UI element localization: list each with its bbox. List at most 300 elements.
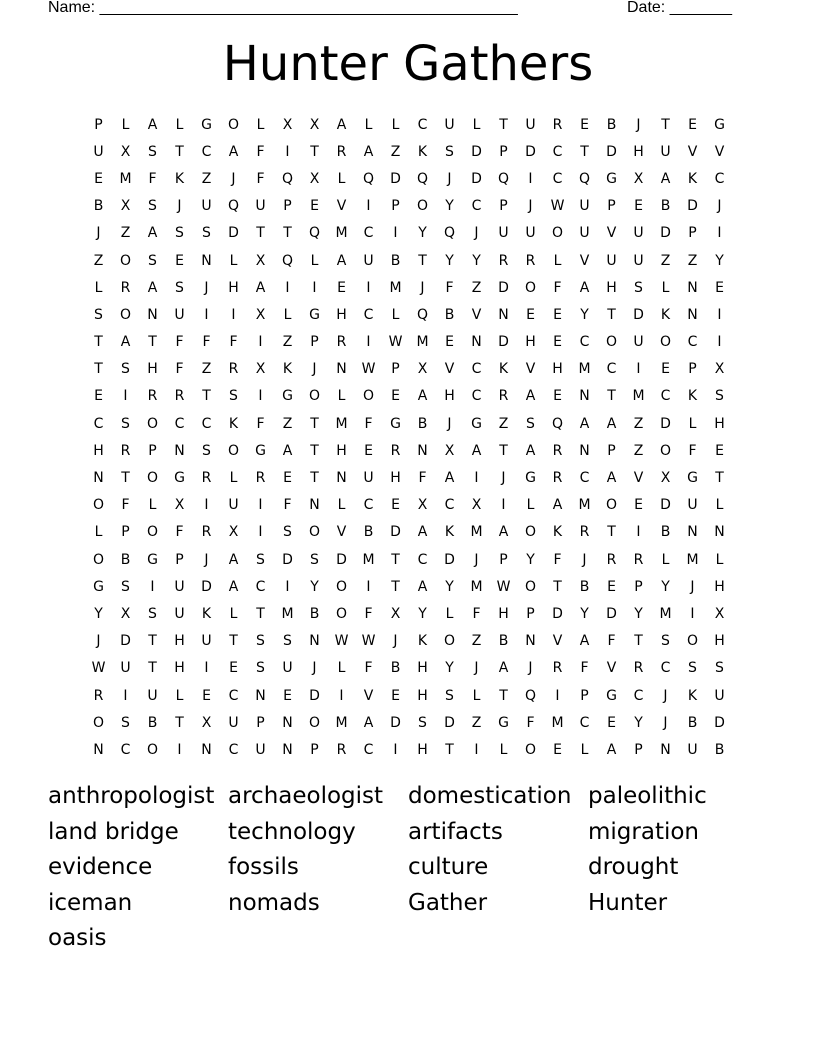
grid-cell[interactable]: L [391, 306, 400, 323]
grid-cell[interactable]: F [472, 605, 481, 622]
grid-cell[interactable]: M [686, 551, 699, 568]
grid-cell[interactable]: X [120, 605, 131, 622]
grid-cell[interactable]: N [498, 306, 509, 323]
grid-cell[interactable]: U [255, 741, 266, 758]
grid-cell[interactable]: G [93, 578, 104, 595]
grid-cell[interactable]: I [258, 388, 263, 405]
grid-cell[interactable]: V [525, 361, 536, 378]
grid-cell[interactable]: L [229, 252, 238, 269]
grid-cell[interactable]: X [714, 605, 725, 622]
grid-cell[interactable]: Z [390, 143, 401, 160]
grid-cell[interactable]: J [312, 361, 317, 378]
grid-cell[interactable]: R [390, 442, 401, 459]
grid-cell[interactable]: T [310, 143, 319, 160]
grid-cell[interactable]: S [121, 415, 130, 432]
grid-cell[interactable]: U [687, 741, 698, 758]
grid-cell[interactable]: I [285, 279, 290, 296]
grid-cell[interactable]: Y [418, 605, 427, 622]
grid-cell[interactable]: M [632, 388, 645, 405]
grid-cell[interactable]: P [580, 687, 589, 704]
grid-cell[interactable]: O [119, 252, 132, 269]
grid-cell[interactable]: E [634, 497, 643, 514]
grid-cell[interactable]: U [687, 497, 698, 514]
grid-cell[interactable]: P [499, 143, 508, 160]
grid-cell[interactable]: I [123, 388, 128, 405]
grid-cell[interactable]: Y [445, 198, 454, 215]
grid-cell[interactable]: G [201, 116, 212, 133]
grid-cell[interactable]: K [282, 361, 293, 378]
grid-cell[interactable]: X [228, 524, 239, 541]
grid-cell[interactable]: J [528, 198, 533, 215]
grid-cell[interactable]: R [579, 524, 590, 541]
grid-cell[interactable]: I [474, 741, 479, 758]
grid-cell[interactable]: E [391, 388, 400, 405]
grid-cell[interactable]: I [204, 660, 209, 677]
grid-cell[interactable]: U [201, 633, 212, 650]
grid-cell[interactable]: J [474, 660, 479, 677]
grid-cell[interactable]: S [256, 660, 265, 677]
grid-cell[interactable]: L [472, 116, 481, 133]
grid-cell[interactable]: C [93, 415, 104, 432]
grid-cell[interactable]: O [92, 714, 105, 731]
grid-cell[interactable]: C [174, 415, 185, 432]
grid-cell[interactable]: D [660, 497, 671, 514]
grid-cell[interactable]: L [337, 388, 346, 405]
grid-cell[interactable]: G [471, 415, 482, 432]
grid-cell[interactable]: S [715, 660, 724, 677]
grid-cell[interactable]: S [256, 633, 265, 650]
grid-cell[interactable]: S [715, 388, 724, 405]
grid-cell[interactable]: A [336, 252, 347, 269]
grid-cell[interactable]: S [202, 225, 211, 242]
grid-cell[interactable]: N [579, 442, 590, 459]
grid-cell[interactable]: C [687, 334, 698, 351]
grid-cell[interactable]: J [690, 578, 695, 595]
grid-cell[interactable]: A [417, 578, 428, 595]
grid-cell[interactable]: S [175, 279, 184, 296]
grid-cell[interactable]: I [393, 741, 398, 758]
grid-cell[interactable]: S [148, 605, 157, 622]
grid-cell[interactable]: C [201, 415, 212, 432]
grid-cell[interactable]: K [201, 605, 212, 622]
grid-cell[interactable]: A [336, 116, 347, 133]
grid-cell[interactable]: T [607, 524, 616, 541]
grid-cell[interactable]: L [283, 306, 292, 323]
grid-cell[interactable]: J [204, 551, 209, 568]
grid-cell[interactable]: Z [633, 415, 644, 432]
grid-cell[interactable]: U [174, 578, 185, 595]
grid-cell[interactable]: Y [94, 605, 103, 622]
grid-cell[interactable]: R [552, 116, 563, 133]
grid-cell[interactable]: Q [416, 306, 429, 323]
grid-cell[interactable]: G [147, 551, 158, 568]
grid-cell[interactable]: A [525, 388, 536, 405]
grid-cell[interactable]: W [361, 633, 376, 650]
grid-cell[interactable]: P [688, 225, 697, 242]
grid-cell[interactable]: D [336, 551, 347, 568]
grid-cell[interactable]: X [633, 170, 644, 187]
grid-cell[interactable]: J [501, 470, 506, 487]
grid-cell[interactable]: L [499, 741, 508, 758]
grid-cell[interactable]: Z [471, 714, 482, 731]
grid-cell[interactable]: S [175, 225, 184, 242]
grid-cell[interactable]: H [93, 442, 104, 459]
grid-cell[interactable]: D [606, 143, 617, 160]
grid-cell[interactable]: V [633, 470, 644, 487]
grid-cell[interactable]: V [606, 660, 617, 677]
grid-cell[interactable]: H [147, 361, 158, 378]
grid-cell[interactable]: T [499, 442, 508, 459]
grid-cell[interactable]: S [229, 388, 238, 405]
grid-cell[interactable]: H [633, 143, 644, 160]
grid-cell[interactable]: L [337, 497, 346, 514]
grid-cell[interactable]: J [312, 660, 317, 677]
grid-cell[interactable]: O [146, 415, 159, 432]
grid-cell[interactable]: L [715, 497, 724, 514]
grid-cell[interactable]: C [579, 334, 590, 351]
grid-cell[interactable]: P [607, 442, 616, 459]
grid-cell[interactable]: H [498, 605, 509, 622]
grid-cell[interactable]: D [471, 143, 482, 160]
grid-cell[interactable]: T [391, 578, 400, 595]
grid-cell[interactable]: S [121, 578, 130, 595]
grid-cell[interactable]: L [175, 687, 184, 704]
grid-cell[interactable]: F [256, 170, 265, 187]
grid-cell[interactable]: M [470, 524, 483, 541]
grid-cell[interactable]: H [174, 660, 185, 677]
grid-cell[interactable]: W [91, 660, 106, 677]
grid-cell[interactable]: L [472, 687, 481, 704]
grid-cell[interactable]: N [201, 252, 212, 269]
grid-cell[interactable]: I [258, 524, 263, 541]
grid-cell[interactable]: N [525, 633, 536, 650]
grid-cell[interactable]: G [174, 470, 185, 487]
grid-cell[interactable]: Y [418, 225, 427, 242]
grid-cell[interactable]: Z [201, 361, 212, 378]
grid-cell[interactable]: S [94, 306, 103, 323]
grid-cell[interactable]: Q [443, 225, 456, 242]
grid-cell[interactable]: H [417, 687, 428, 704]
grid-cell[interactable]: D [390, 714, 401, 731]
grid-cell[interactable]: R [174, 388, 185, 405]
grid-cell[interactable]: M [362, 551, 375, 568]
grid-cell[interactable]: T [310, 470, 319, 487]
name-field[interactable]: Name: _______________________________________________ [48, 0, 518, 16]
grid-cell[interactable]: L [715, 551, 724, 568]
grid-cell[interactable]: M [335, 714, 348, 731]
grid-cell[interactable]: Z [282, 334, 293, 351]
grid-cell[interactable]: Q [362, 170, 375, 187]
grid-cell[interactable]: A [417, 388, 428, 405]
grid-cell[interactable]: N [93, 470, 104, 487]
grid-cell[interactable]: E [553, 306, 562, 323]
grid-cell[interactable]: I [393, 225, 398, 242]
grid-cell[interactable]: T [418, 252, 427, 269]
grid-cell[interactable]: L [391, 116, 400, 133]
grid-cell[interactable]: C [552, 170, 563, 187]
grid-cell[interactable]: F [364, 660, 373, 677]
grid-cell[interactable]: D [390, 524, 401, 541]
grid-cell[interactable]: J [447, 170, 452, 187]
grid-cell[interactable]: D [525, 143, 536, 160]
grid-cell[interactable]: H [606, 279, 617, 296]
grid-cell[interactable]: Z [120, 225, 131, 242]
grid-cell[interactable]: R [552, 660, 563, 677]
grid-cell[interactable]: H [390, 470, 401, 487]
grid-cell[interactable]: L [310, 252, 319, 269]
grid-cell[interactable]: U [255, 198, 266, 215]
grid-cell[interactable]: U [147, 687, 158, 704]
grid-cell[interactable]: R [201, 524, 212, 541]
grid-cell[interactable]: Z [498, 415, 509, 432]
grid-cell[interactable]: S [445, 687, 454, 704]
grid-cell[interactable]: N [579, 388, 590, 405]
grid-cell[interactable]: E [715, 442, 724, 459]
grid-cell[interactable]: H [525, 334, 536, 351]
grid-cell[interactable]: W [334, 633, 349, 650]
grid-cell[interactable]: X [444, 442, 455, 459]
grid-cell[interactable]: N [714, 524, 725, 541]
grid-cell[interactable]: T [94, 361, 103, 378]
grid-cell[interactable]: A [606, 470, 617, 487]
grid-cell[interactable]: I [204, 306, 209, 323]
grid-cell[interactable]: V [363, 687, 374, 704]
grid-cell[interactable]: J [663, 687, 668, 704]
grid-cell[interactable]: P [175, 551, 184, 568]
grid-cell[interactable]: A [525, 442, 536, 459]
grid-cell[interactable]: R [525, 252, 536, 269]
grid-cell[interactable]: I [501, 497, 506, 514]
grid-cell[interactable]: I [636, 524, 641, 541]
grid-cell[interactable]: J [474, 225, 479, 242]
grid-cell[interactable]: X [255, 252, 266, 269]
grid-cell[interactable]: O [227, 116, 240, 133]
grid-cell[interactable]: D [606, 605, 617, 622]
grid-cell[interactable]: F [283, 497, 292, 514]
grid-cell[interactable]: C [633, 687, 644, 704]
grid-cell[interactable]: O [659, 334, 672, 351]
grid-cell[interactable]: W [388, 334, 403, 351]
grid-cell[interactable]: J [582, 551, 587, 568]
grid-cell[interactable]: F [148, 170, 157, 187]
grid-cell[interactable]: T [229, 633, 238, 650]
grid-cell[interactable]: T [499, 687, 508, 704]
grid-cell[interactable]: N [336, 470, 347, 487]
grid-cell[interactable]: C [255, 578, 266, 595]
grid-cell[interactable]: X [417, 497, 428, 514]
grid-cell[interactable]: A [255, 279, 266, 296]
grid-cell[interactable]: T [553, 578, 562, 595]
grid-cell[interactable]: I [285, 578, 290, 595]
grid-cell[interactable]: G [309, 306, 320, 323]
grid-cell[interactable]: L [580, 741, 589, 758]
grid-cell[interactable]: N [147, 306, 158, 323]
grid-cell[interactable]: D [660, 415, 671, 432]
grid-cell[interactable]: S [688, 660, 697, 677]
grid-cell[interactable]: U [579, 198, 590, 215]
grid-cell[interactable]: D [390, 170, 401, 187]
grid-cell[interactable]: A [363, 714, 374, 731]
grid-cell[interactable]: K [687, 388, 698, 405]
grid-cell[interactable]: E [391, 687, 400, 704]
grid-cell[interactable]: M [119, 170, 132, 187]
grid-cell[interactable]: Q [227, 198, 240, 215]
grid-cell[interactable]: U [633, 252, 644, 269]
grid-cell[interactable]: P [391, 361, 400, 378]
grid-cell[interactable]: U [444, 116, 455, 133]
grid-cell[interactable]: R [552, 442, 563, 459]
grid-cell[interactable]: F [175, 334, 184, 351]
grid-cell[interactable]: M [659, 605, 672, 622]
grid-cell[interactable]: M [578, 497, 591, 514]
grid-cell[interactable]: U [363, 252, 374, 269]
grid-cell[interactable]: F [229, 334, 238, 351]
grid-cell[interactable]: E [391, 497, 400, 514]
grid-cell[interactable]: M [551, 714, 564, 731]
grid-cell[interactable]: E [202, 687, 211, 704]
grid-cell[interactable]: W [550, 198, 565, 215]
grid-cell[interactable]: U [714, 687, 725, 704]
grid-cell[interactable]: U [498, 225, 509, 242]
grid-cell[interactable]: Z [633, 442, 644, 459]
grid-cell[interactable]: L [661, 279, 670, 296]
grid-cell[interactable]: O [551, 225, 564, 242]
grid-cell[interactable]: A [228, 551, 239, 568]
grid-cell[interactable]: I [717, 225, 722, 242]
grid-cell[interactable]: J [96, 633, 101, 650]
grid-cell[interactable]: N [309, 633, 320, 650]
grid-cell[interactable]: U [363, 470, 374, 487]
grid-cell[interactable]: K [228, 415, 239, 432]
grid-cell[interactable]: H [336, 442, 347, 459]
grid-cell[interactable]: O [308, 524, 321, 541]
grid-cell[interactable]: F [175, 524, 184, 541]
grid-cell[interactable]: X [309, 116, 320, 133]
grid-cell[interactable]: P [310, 334, 319, 351]
grid-cell[interactable]: C [471, 388, 482, 405]
grid-cell[interactable]: T [661, 116, 670, 133]
grid-cell[interactable]: Z [471, 279, 482, 296]
grid-cell[interactable]: A [282, 442, 293, 459]
grid-cell[interactable]: B [714, 741, 725, 758]
grid-cell[interactable]: G [606, 170, 617, 187]
grid-cell[interactable]: D [552, 605, 563, 622]
grid-cell[interactable]: M [335, 415, 348, 432]
grid-cell[interactable]: W [361, 361, 376, 378]
grid-cell[interactable]: G [282, 388, 293, 405]
grid-cell[interactable]: Y [634, 714, 643, 731]
grid-cell[interactable]: Y [661, 578, 670, 595]
grid-cell[interactable]: U [282, 660, 293, 677]
grid-cell[interactable]: O [146, 524, 159, 541]
grid-cell[interactable]: L [688, 415, 697, 432]
grid-cell[interactable]: O [416, 198, 429, 215]
grid-cell[interactable]: A [606, 741, 617, 758]
grid-cell[interactable]: N [174, 442, 185, 459]
grid-cell[interactable]: O [92, 551, 105, 568]
grid-cell[interactable]: C [579, 714, 590, 731]
grid-cell[interactable]: T [121, 470, 130, 487]
grid-cell[interactable]: I [717, 306, 722, 323]
grid-cell[interactable]: D [201, 578, 212, 595]
grid-cell[interactable]: N [336, 361, 347, 378]
grid-cell[interactable]: E [580, 116, 589, 133]
grid-cell[interactable]: A [498, 524, 509, 541]
grid-cell[interactable]: B [417, 415, 428, 432]
grid-cell[interactable]: N [687, 524, 698, 541]
grid-cell[interactable]: F [607, 633, 616, 650]
grid-cell[interactable]: S [283, 524, 292, 541]
grid-cell[interactable]: H [714, 633, 725, 650]
grid-cell[interactable]: E [688, 116, 697, 133]
grid-cell[interactable]: U [93, 143, 104, 160]
grid-cell[interactable]: E [553, 334, 562, 351]
grid-cell[interactable]: S [121, 361, 130, 378]
grid-cell[interactable]: E [364, 442, 373, 459]
grid-cell[interactable]: T [607, 388, 616, 405]
grid-cell[interactable]: N [93, 741, 104, 758]
grid-cell[interactable]: O [119, 306, 132, 323]
grid-cell[interactable]: Q [308, 225, 321, 242]
grid-cell[interactable]: L [526, 497, 535, 514]
grid-cell[interactable]: R [498, 252, 509, 269]
grid-cell[interactable]: X [282, 116, 293, 133]
grid-cell[interactable]: R [498, 388, 509, 405]
grid-cell[interactable]: M [416, 334, 429, 351]
grid-cell[interactable]: Y [715, 252, 724, 269]
grid-cell[interactable]: T [94, 334, 103, 351]
grid-cell[interactable]: F [256, 415, 265, 432]
grid-cell[interactable]: L [121, 116, 130, 133]
grid-cell[interactable]: X [255, 361, 266, 378]
grid-cell[interactable]: O [335, 605, 348, 622]
grid-cell[interactable]: I [474, 470, 479, 487]
grid-cell[interactable]: R [336, 334, 347, 351]
grid-cell[interactable]: L [364, 116, 373, 133]
grid-cell[interactable]: F [364, 605, 373, 622]
grid-cell[interactable]: D [714, 714, 725, 731]
grid-cell[interactable]: V [606, 225, 617, 242]
grid-cell[interactable]: N [201, 741, 212, 758]
grid-cell[interactable]: D [282, 551, 293, 568]
grid-cell[interactable]: V [336, 524, 347, 541]
grid-cell[interactable]: O [524, 524, 537, 541]
grid-cell[interactable]: P [256, 714, 265, 731]
grid-cell[interactable]: S [202, 442, 211, 459]
grid-cell[interactable]: T [715, 470, 724, 487]
grid-cell[interactable]: R [336, 741, 347, 758]
grid-cell[interactable]: B [120, 551, 131, 568]
grid-cell[interactable]: D [633, 306, 644, 323]
grid-cell[interactable]: I [690, 605, 695, 622]
grid-cell[interactable]: B [93, 198, 104, 215]
grid-cell[interactable]: S [661, 633, 670, 650]
grid-cell[interactable]: S [634, 279, 643, 296]
grid-cell[interactable]: R [552, 470, 563, 487]
grid-cell[interactable]: G [714, 116, 725, 133]
grid-cell[interactable]: N [417, 442, 428, 459]
grid-cell[interactable]: C [228, 687, 239, 704]
grid-cell[interactable]: P [121, 524, 130, 541]
grid-cell[interactable]: J [663, 714, 668, 731]
grid-cell[interactable]: E [283, 470, 292, 487]
grid-cell[interactable]: Y [580, 306, 589, 323]
grid-cell[interactable]: A [120, 334, 131, 351]
grid-cell[interactable]: S [418, 714, 427, 731]
grid-cell[interactable]: O [92, 497, 105, 514]
grid-cell[interactable]: H [417, 660, 428, 677]
grid-cell[interactable]: Y [580, 605, 589, 622]
